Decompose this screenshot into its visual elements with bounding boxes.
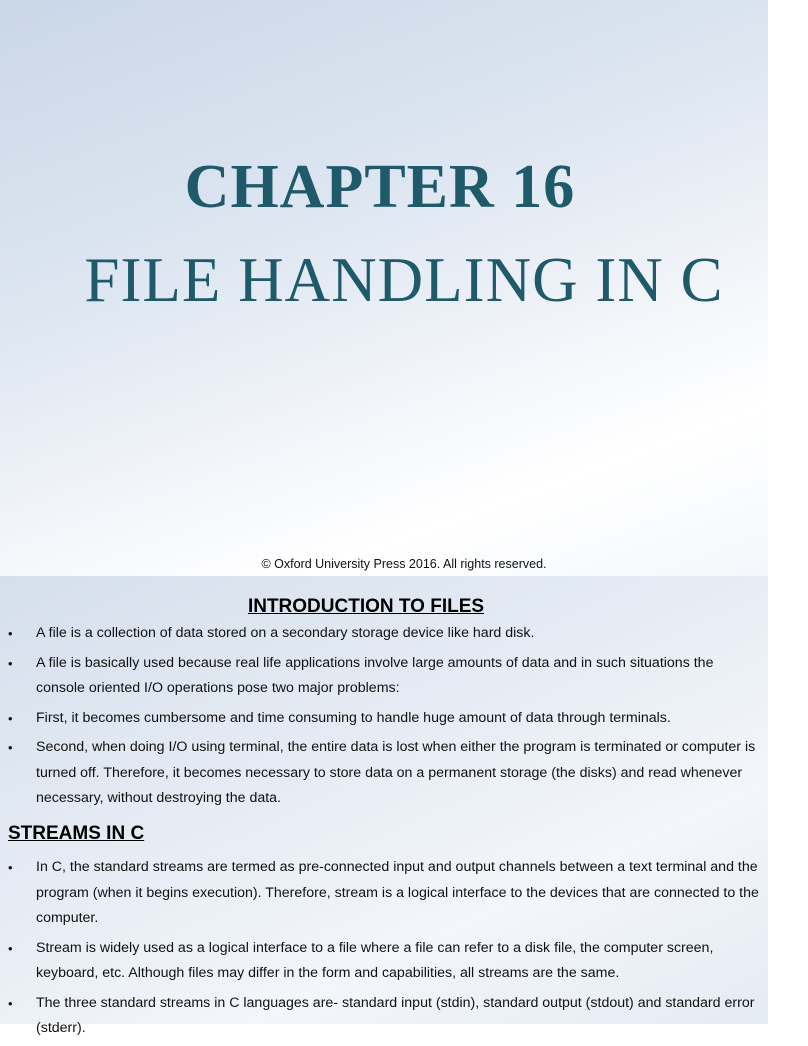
bullet-icon: •	[8, 655, 13, 671]
bullet-text: Second, when doing I/O using terminal, the entire data is lost when either the program is terminated or computer is turned off. Therefore, it becomes necessary to store data on a permanent storage (the disks) and read whenever necessary, without destroying the data.	[36, 739, 756, 806]
content-slide	[0, 576, 768, 1036]
bullet-icon: •	[8, 626, 13, 641]
bullet-icon: •	[8, 860, 13, 875]
streams-bullet-list	[8, 855, 764, 1046]
list-item	[8, 735, 764, 812]
intro-heading: INTRODUCTION TO FILES	[247, 596, 485, 617]
list-item	[8, 855, 764, 932]
bullet-text: A file is basically used because real life applications involve large amounts of data and in such situations the console oriented I/O operations pose two major problems:	[36, 654, 714, 696]
bullet-text: In C, the standard streams are termed as pre-connected input and output channels between a text terminal and the program (when it begins execution). Therefore, stream is a logical interface to the devices that are connected to the computer.	[36, 859, 759, 926]
list-item	[8, 621, 764, 647]
list-item	[8, 936, 764, 987]
bullet-icon: •	[8, 710, 13, 726]
list-item	[8, 706, 764, 732]
bullet-text: Stream is widely used as a logical interface to a file where a file can refer to a disk file, the computer screen, keyboard, etc. Although files may differ in the form and capabilities, all streams are the same.	[36, 939, 714, 981]
list-item	[8, 991, 764, 1042]
list-item	[8, 651, 764, 702]
bullet-icon: •	[8, 740, 13, 755]
bullet-icon: •	[8, 940, 13, 956]
bullet-text: A file is a collection of data stored on a secondary storage device like hard disk.	[36, 625, 535, 641]
chapter-subtitle: FILE HANDLING IN C	[84, 245, 724, 315]
bullet-text: The three standard streams in C languages are- standard input (stdin), standard output (stdout) and standard error (stderr).	[36, 994, 755, 1036]
bullet-icon: •	[8, 995, 13, 1011]
chapter-title: CHAPTER 16	[184, 153, 576, 221]
copyright-notice: © Oxford University Press 2016. All rights reserved.	[261, 557, 547, 571]
intro-bullet-list	[8, 621, 764, 816]
bullet-text: First, it becomes cumbersome and time consuming to handle huge amount of data through terminals.	[36, 709, 671, 726]
streams-heading: STREAMS IN C	[8, 823, 145, 844]
